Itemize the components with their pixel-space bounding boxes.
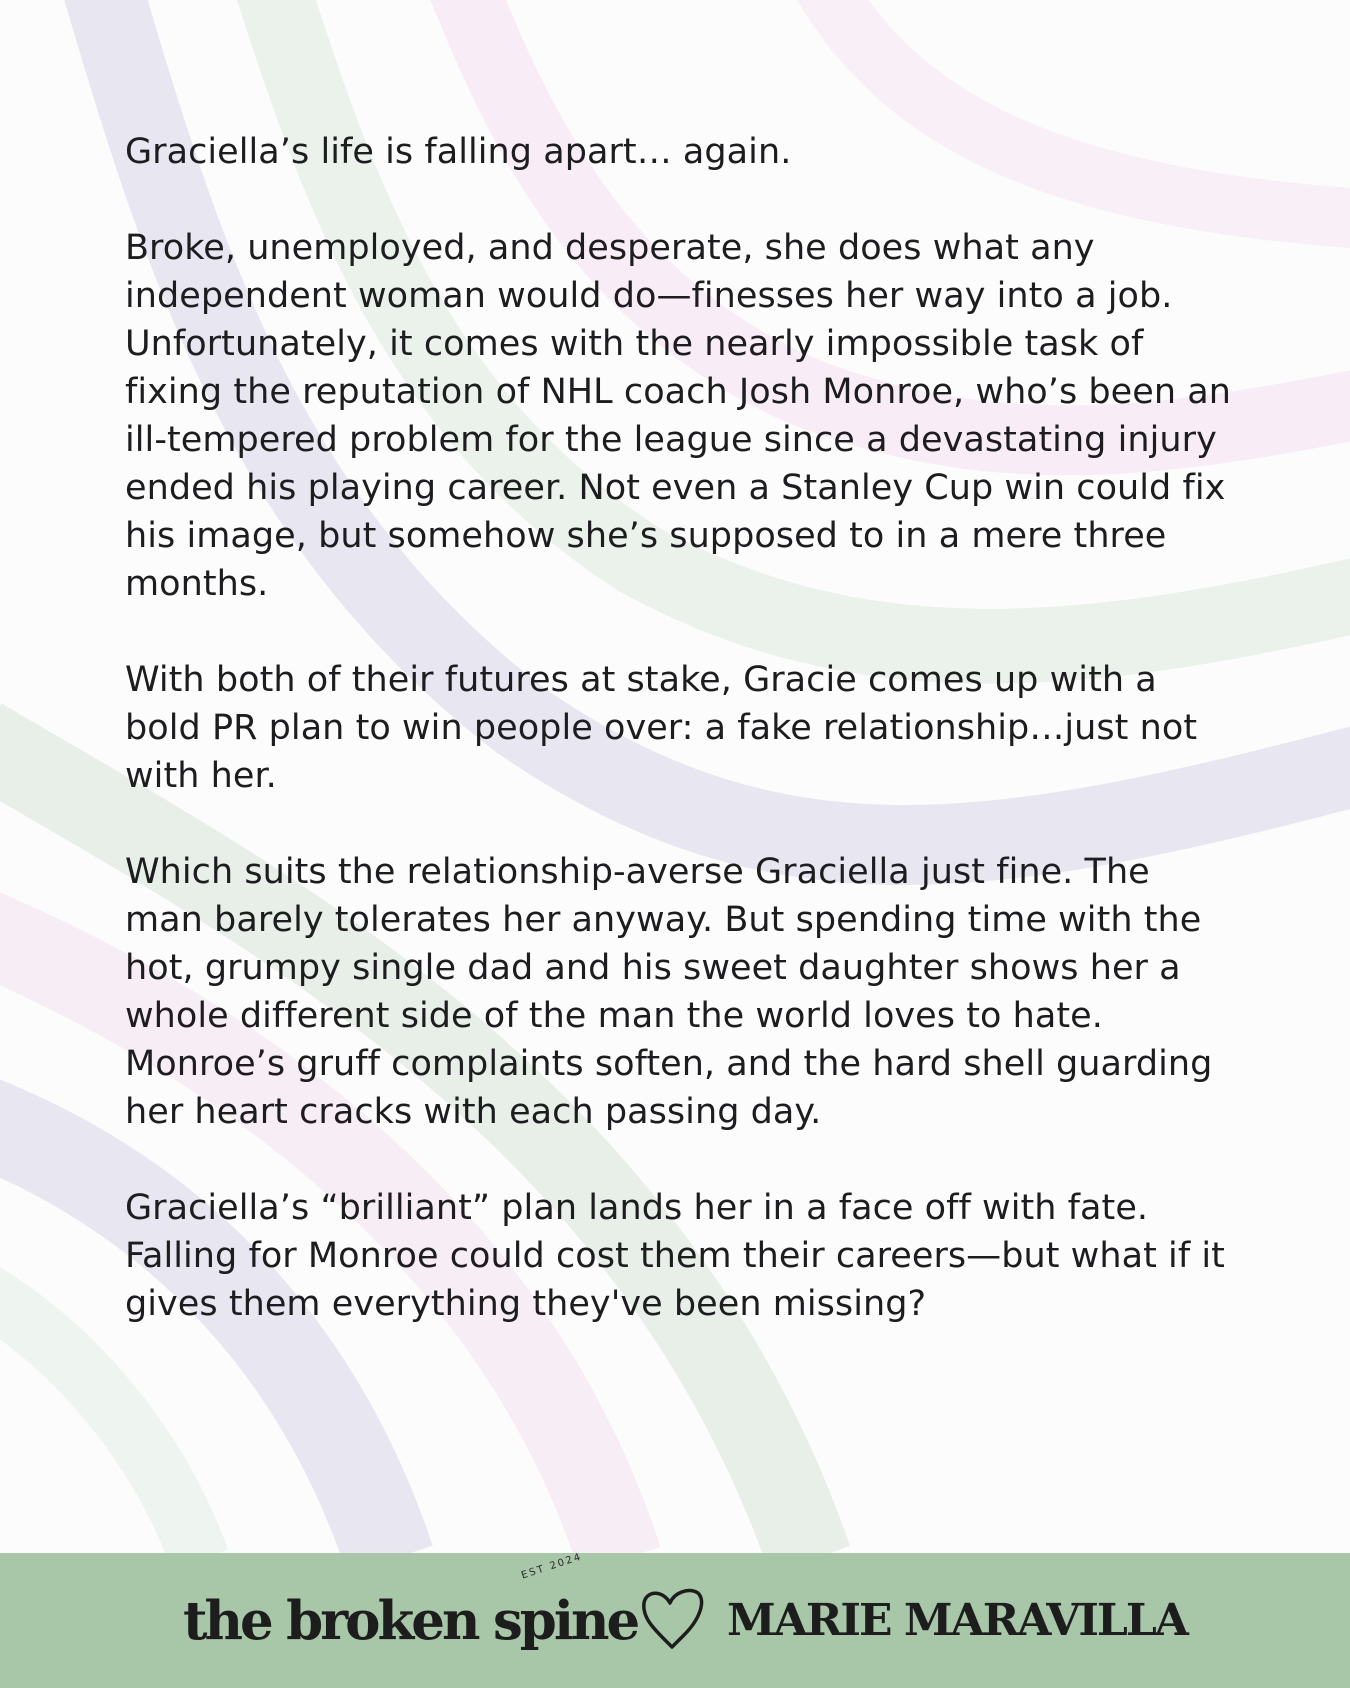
blurb-paragraph-1: Graciella’s life is falling apart… again. — [125, 132, 792, 172]
blurb-paragraph-4: Which suits the relationship-averse Graciella just fine. The man barely tolerates her anyway. But spending time with the hot, grumpy single dad and his sweet daughter shows her a whole different side of the man the world loves to hate. Monroe’s gruff complaints soften, and the hard shell guarding her heart cracks with each passing day. — [125, 852, 1213, 1132]
blurb-text — [125, 128, 1235, 1376]
brand-logo: the broken spine — [183, 1590, 638, 1652]
blurb-paragraph-3: With both of their futures at stake, Gracie comes up with a bold PR plan to win people over: a fake relationship…just not with her. — [125, 660, 1198, 796]
brand-est-label: EST 2024 — [520, 1551, 584, 1582]
blurb-paragraph-2: Broke, unemployed, and desperate, she does what any independent woman would do—finesses her way into a job. Unfortunately, it comes with the nearly impossible task of fixing the reputation of NHL coach Josh Monroe, who’s been an ill-tempered problem for the league since a devastating injury ended his playing career. Not even a Stanley Cup win could fix his image, but somehow she’s supposed to in a mere three months. — [125, 228, 1231, 604]
blurb-paragraph-5: Graciella’s “brilliant” plan lands her in a face off with fate. Falling for Monroe could cost them their careers—but what if it gives them everything they've been missing? — [125, 1188, 1225, 1324]
heart-icon — [636, 1585, 708, 1655]
footer-bar — [0, 1553, 1350, 1688]
author-name: MARIE MARAVILLA — [727, 1595, 1187, 1646]
